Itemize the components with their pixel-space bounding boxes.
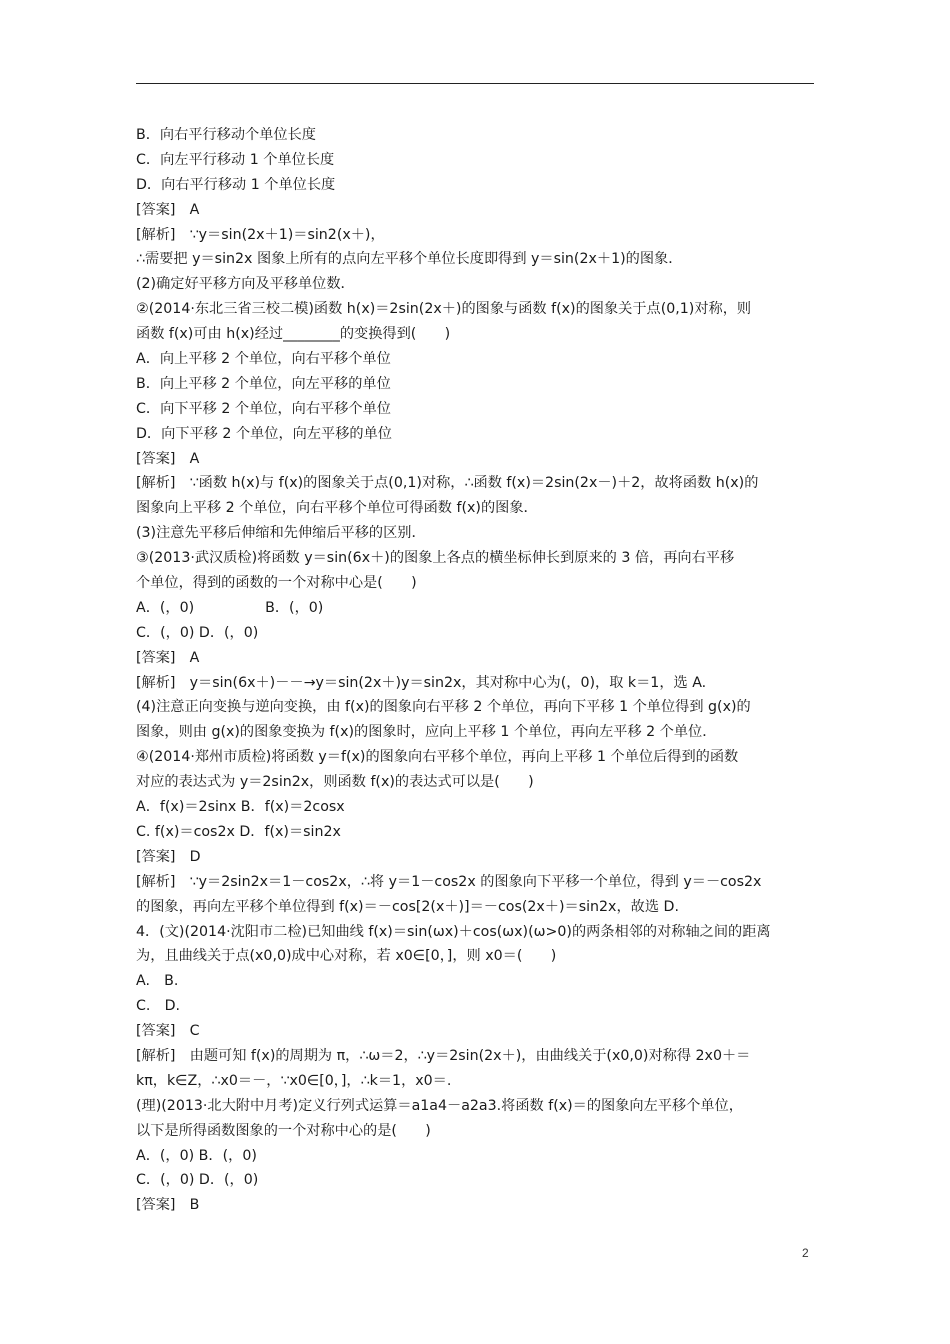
text-line: [解析] ∵y＝2sin2x＝1－cos2x，∴将 y＝1－cos2x 的图象向下平移一个单位，得到 y＝－cos2x <box>136 873 762 890</box>
text-line: [答案] A <box>136 201 200 218</box>
text-line: C．(，0) D．(，0) <box>136 624 259 641</box>
text-line: 对应的表达式为 y＝2sin2x，则函数 f(x)的表达式可以是( ) <box>136 774 534 791</box>
text-line: ②(2014·东北三省三校二模)函数 h(x)＝2sin(2x＋)的图象与函数 f(x)的图象关于点(0,1)对称，则 <box>136 301 752 318</box>
text-line: [解析] y＝sin(6x＋)－－→y＝sin(2x＋)y＝sin2x，其对称中心为(，0)，取 k＝1，选 A. <box>136 674 707 691</box>
text-line: B．向上平移 2 个单位，向左平移的单位 <box>136 375 391 392</box>
text-line: kπ，k∈Z，∴x0＝－，∵x0∈[0，]，∴k＝1，x0＝. <box>136 1072 452 1089</box>
text-line: B．向右平行移动个单位长度 <box>136 127 316 143</box>
text-line: C. f(x)＝cos2x D．f(x)＝sin2x <box>136 823 341 840</box>
text-line: [解析] ∵y＝sin(2x＋1)＝sin2(x＋)， <box>136 226 385 243</box>
text-line: 为，且曲线关于点(x0,0)成中心对称，若 x0∈[0，]，则 x0＝( ) <box>136 948 557 965</box>
text-line: (2)确定好平移方向及平移单位数． <box>136 276 355 293</box>
text-line: [答案] A <box>136 649 200 666</box>
text-line: C．向下平移 2 个单位，向右平移个单位 <box>136 400 391 417</box>
header-rule <box>136 83 814 84</box>
text-line: C．向左平行移动 1 个单位长度 <box>136 151 335 168</box>
text-line: ∴需要把 y＝sin2x 图象上所有的点向左平移个单位长度即得到 y＝sin(2x＋1)的图象． <box>136 251 683 268</box>
text-line: A．(，0) B．(，0) <box>136 1147 257 1164</box>
text-line: C．(，0) D．(，0) <box>136 1172 259 1189</box>
text-line: A．f(x)＝2sinx B．f(x)＝2cosx <box>136 799 345 816</box>
text-line: ④(2014·郑州市质检)将函数 y＝f(x)的图象向右平移个单位，再向上平移 1 个单位后得到的函数 <box>136 749 739 766</box>
text-line: 函数 f(x)可由 h(x)经过________的变换得到( ) <box>136 326 451 343</box>
text-line: 图象，则由 g(x)的图象变换为 f(x)的图象时，应向上平移 1 个单位，再向左平移 2 个单位． <box>136 724 717 741</box>
text-line: 以下是所得函数图象的一个对称中心的是( ) <box>136 1122 431 1139</box>
text-line: A．向上平移 2 个单位，向右平移个单位 <box>136 351 391 368</box>
text-line: (3)注意先平移后伸缩和先伸缩后平移的区别． <box>136 525 426 542</box>
text-line: 的图象，再向左平移个单位得到 f(x)＝－cos[2(x＋)]＝－cos(2x＋)＝sin2x，故选 D. <box>136 898 679 915</box>
text-line: D．向下平移 2 个单位，向左平移的单位 <box>136 425 392 442</box>
text-line: 4．(文)(2014·沈阳市二检)已知曲线 f(x)＝sin(ωx)＋cos(ωx)(ω>0)的两条相邻的对称轴之间的距离 <box>136 923 771 940</box>
text-line: [答案] A <box>136 450 200 467</box>
page-number: 2 <box>802 1246 809 1260</box>
text-line: ③(2013·武汉质检)将函数 y＝sin(6x＋)的图象上各点的横坐标伸长到原来的 3 倍，再向右平移 <box>136 550 735 567</box>
text-line: [答案] D <box>136 848 201 865</box>
text-line: [解析] 由题可知 f(x)的周期为 π，∴ω＝2，∴y＝2sin(2x＋)，由曲线关于(x0,0)对称得 2x0＋＝ <box>136 1047 751 1064</box>
text-line: C. D. <box>136 998 181 1015</box>
text-line: [答案] B <box>136 1197 200 1214</box>
text-line: 个单位，得到的函数的一个对称中心是( ) <box>136 575 417 592</box>
text-line: (理)(2013·北大附中月考)定义行列式运算＝a1a4－a2a3.将函数 f(x)＝的图象向左平移个单位， <box>136 1097 743 1114</box>
text-line: A. B. <box>136 973 179 990</box>
text-line: 图象向上平移 2 个单位，向右平移个单位可得函数 f(x)的图象． <box>136 500 538 517</box>
text-line: (4)注意正向变换与逆向变换，由 f(x)的图象向右平移 2 个单位，再向下平移 1 个单位得到 g(x)的 <box>136 699 751 716</box>
text-line: [答案] C <box>136 1023 200 1040</box>
text-line: A．(，0) B．(，0) <box>136 599 324 616</box>
document-body <box>136 123 816 1218</box>
text-line: [解析] ∵函数 h(x)与 f(x)的图象关于点(0,1)对称，∴函数 f(x)＝2sin(2x－)＋2，故将函数 h(x)的 <box>136 475 759 492</box>
text-line: D．向右平行移动 1 个单位长度 <box>136 176 336 193</box>
